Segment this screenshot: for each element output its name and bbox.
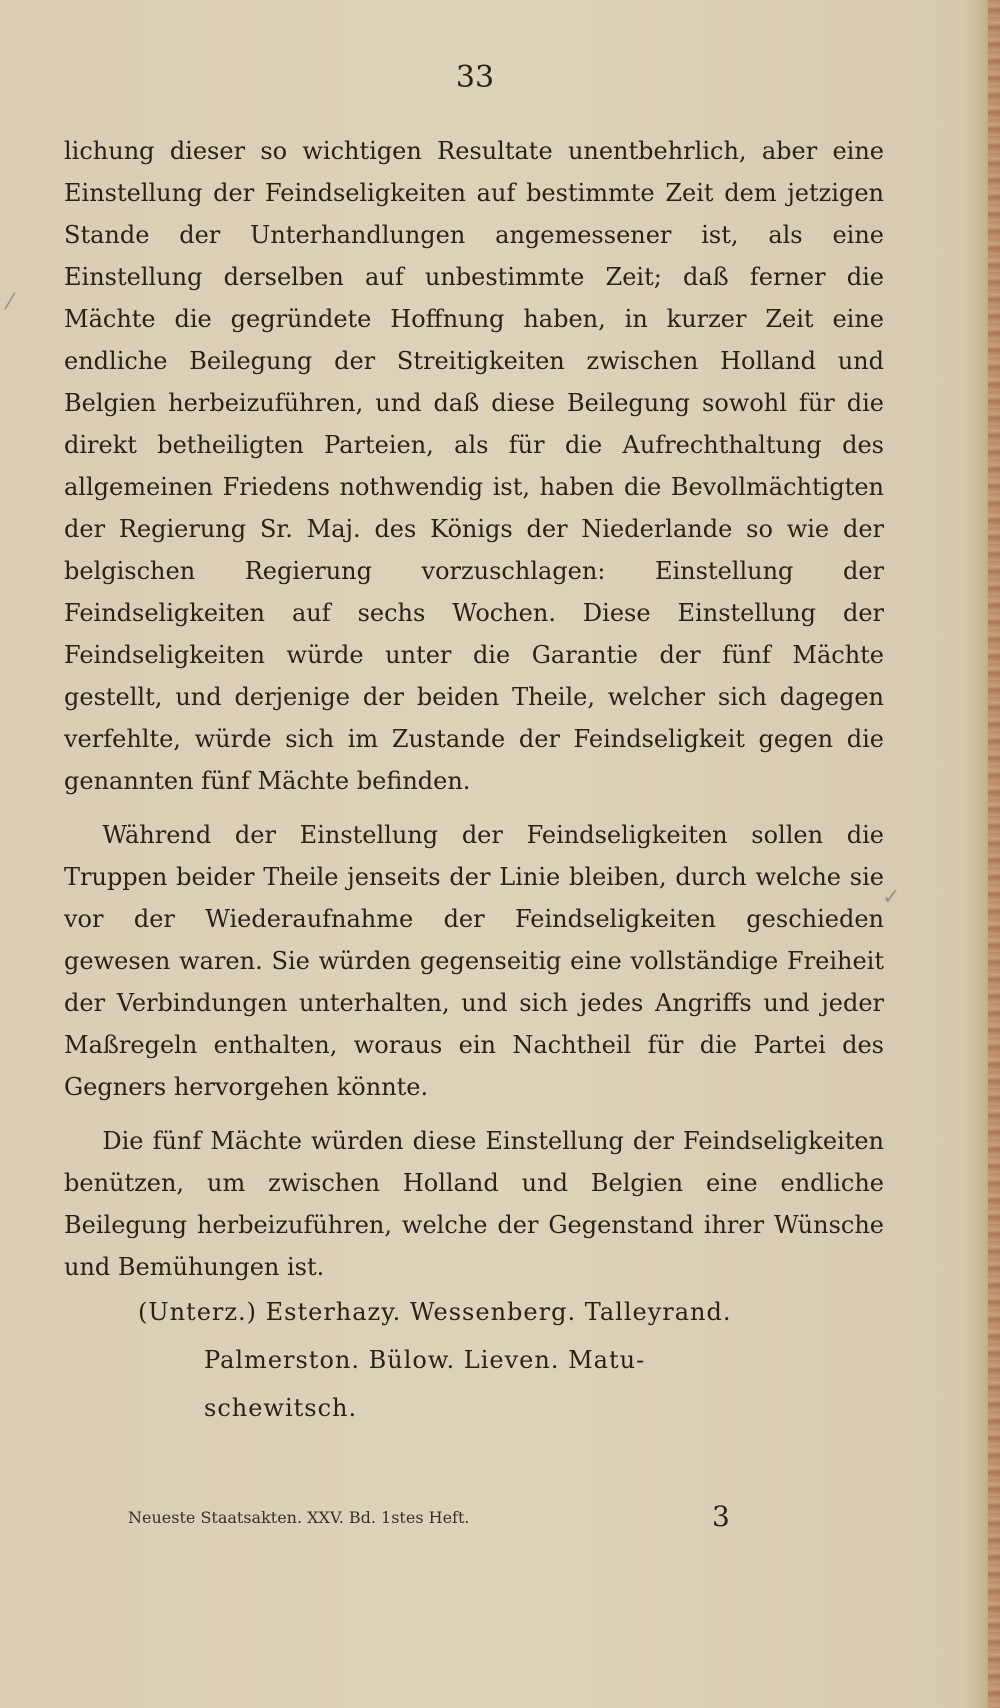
signature-line-2: Palmerston. Bülow. Lieven. Matu- bbox=[204, 1346, 646, 1374]
signatures-block bbox=[138, 1288, 898, 1432]
signature-line-3: schewitsch. bbox=[204, 1394, 358, 1422]
page-edge bbox=[988, 0, 1000, 1708]
footer-signature-line: Neueste Staatsakten. XXV. Bd. 1stes Heft. bbox=[128, 1508, 470, 1527]
pencil-tick-icon: ⁄ bbox=[8, 290, 12, 315]
paragraph-3: Die fünf Mächte würden diese Einstellung der Feindseligkeiten benützen, um zwischen Holland und Belgien eine endliche Beilegung herbeizuführen, welche der Gegenstand ihrer Wünsche und Bemühungen ist. bbox=[64, 1127, 884, 1281]
page-number: 33 bbox=[455, 60, 495, 95]
pencil-check-icon: ✓ bbox=[882, 885, 901, 910]
signature-line-1: (Unterz.) Esterhazy. Wessenberg. Talleyrand. bbox=[138, 1298, 732, 1326]
paragraph-1: lichung dieser so wichtigen Resultate unentbehrlich, aber eine Einstellung der Feindseligkeiten auf bestimmte Zeit dem jetzigen Stande der Unterhandlungen angemessener ist, als eine Einstellung derselben auf unbestimmte Zeit; daß ferner die Mächte die gegründete Hoffnung haben, in kurzer Zeit eine endliche Beilegung der Streitigkeiten zwischen Holland und Belgien herbeizuführen, und daß diese Beilegung sowohl für die direkt betheiligten Parteien, als für die Aufrechthaltung des allgemeinen Friedens nothwendig ist, haben die Bevollmächtigten der Regierung Sr. Maj. des Königs der Niederlande so wie der belgischen Regierung vorzuschlagen: Einstellung der Feindseligkeiten auf sechs Wochen. Diese Einstellung der Feindseligkeiten würde unter die Garantie der fünf Mächte gestellt, und derjenige der beiden Theile, welcher sich dagegen verfehlte, würde sich im Zustande der Feindseligkeit gegen die genannten fünf Mächte befinden. bbox=[64, 137, 884, 795]
body-text bbox=[64, 130, 884, 1300]
paragraph-2: Während der Einstellung der Feindseligkeiten sollen die Truppen beider Theile jenseits der Linie bleiben, durch welche sie vor der Wiederaufnahme der Feindseligkeiten geschieden gewesen waren. Sie würden gegenseitig eine vollständige Freiheit der Verbindungen unterhalten, und sich jedes Angriffs und jeder Maßregeln enthalten, woraus ein Nachtheil für die Partei des Gegners hervorgehen könnte. bbox=[64, 821, 884, 1101]
printer-signature-mark: 3 bbox=[712, 1500, 730, 1533]
